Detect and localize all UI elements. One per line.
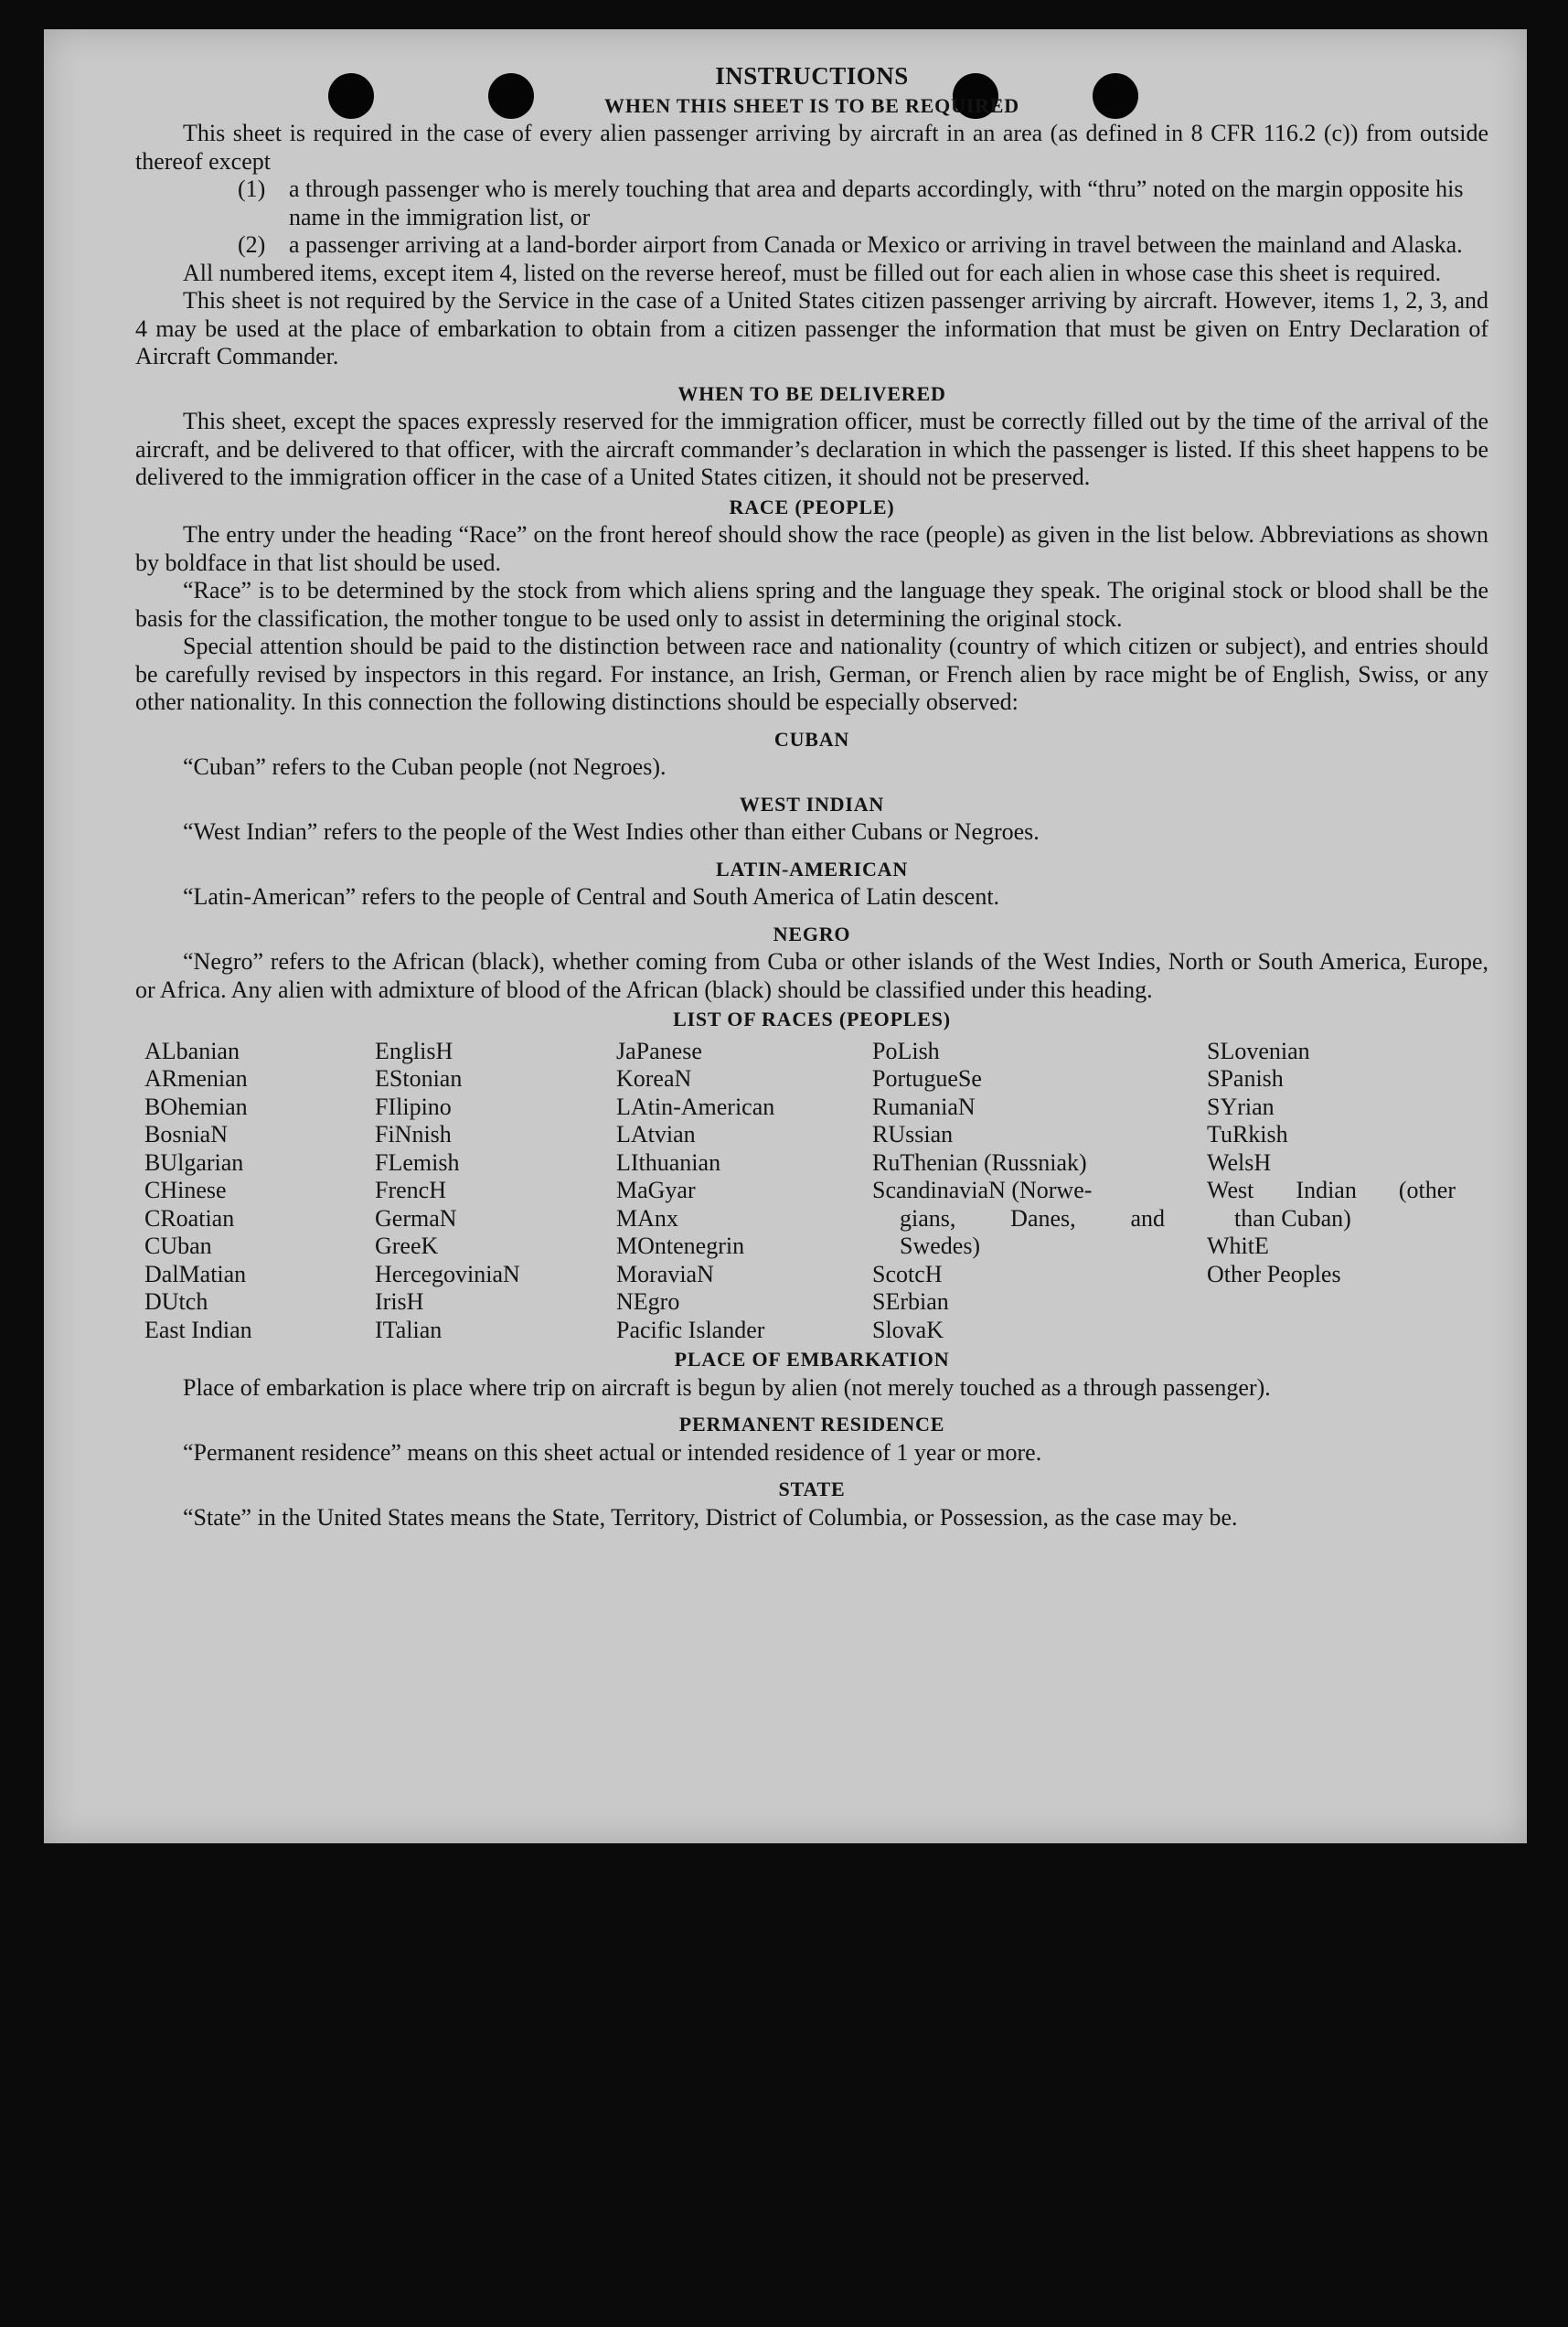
- list-item: NEgro: [616, 1288, 680, 1315]
- list-item: FIlipino: [375, 1093, 452, 1120]
- list-item: BOhemian: [144, 1093, 248, 1120]
- heading-race: RACE (PEOPLE): [729, 495, 895, 518]
- heading-when-required: WHEN THIS SHEET IS TO BE REQUIRED: [604, 93, 1019, 117]
- paragraph: “Latin-American” refers to the people of Central and South America of Latin descent.: [183, 883, 1000, 910]
- heading-list-of-races: LIST OF RACES (PEOPLES): [673, 1008, 951, 1030]
- list-item: JaPanese: [616, 1037, 702, 1064]
- list-item: LIthuanian: [616, 1148, 721, 1176]
- list-item: GermaN: [375, 1204, 457, 1232]
- list-item: DUtch: [144, 1288, 208, 1315]
- list-item: FrencH: [375, 1177, 446, 1203]
- list-item: MOntenegrin: [616, 1233, 745, 1259]
- paragraph: “Race” is to be determined by the stock from which aliens spring and the language they speak. The original stock or blood shall be the basis for the classification, the mother tongue to be used only to assist in determining the original stock.: [135, 577, 1488, 632]
- list-item: LAtin-American: [616, 1093, 775, 1120]
- list-item: ITalian: [375, 1316, 443, 1343]
- races-list: [144, 1038, 1488, 1345]
- paragraph: “Negro” refers to the African (black), whether coming from Cuba or other islands of the West Indies, North or South America, Europe, or Africa. Any alien with admixture of blood of the African (black) should be classified under this heading.: [135, 948, 1488, 1003]
- list-item: HercegoviniaN: [375, 1260, 520, 1287]
- list-item: WelsH: [1207, 1148, 1272, 1176]
- list-item: IrisH: [375, 1288, 424, 1315]
- races-column: [144, 1038, 375, 1345]
- page-title: INSTRUCTIONS: [715, 62, 909, 90]
- list-item: CUban: [144, 1233, 212, 1259]
- list-item-continuation: Swedes): [900, 1233, 981, 1259]
- list-item: Pacific Islander: [616, 1316, 765, 1343]
- list-item: RuThenian (Russniak): [872, 1148, 1087, 1176]
- list-item: ScotcH: [872, 1260, 943, 1287]
- list-item: SYrian: [1207, 1093, 1275, 1120]
- races-column: [616, 1038, 872, 1345]
- list-item: CHinese: [144, 1177, 227, 1203]
- heading-permanent-residence: PERMANENT RESIDENCE: [678, 1413, 945, 1436]
- instructions-text: [135, 29, 1488, 1532]
- list-item: GreeK: [375, 1233, 439, 1259]
- paragraph: This sheet, except the spaces expressly reserved for the immigration officer, must be correctly filled out by the time of the arrival of the aircraft, and be delivered to that officer, with the aircraft commander’s declaration in which the passenger is listed. If this sheet happens to be delivered to the immigration officer in the case of a United States citizen, it should not be preserved.: [135, 408, 1488, 490]
- list-item: FLemish: [375, 1148, 460, 1176]
- list-item: MAnx: [616, 1204, 678, 1232]
- list-item: MoraviaN: [616, 1260, 714, 1287]
- list-item: EnglisH: [375, 1037, 453, 1064]
- heading-negro: NEGRO: [773, 922, 851, 945]
- races-column: [1207, 1038, 1463, 1345]
- paragraph: Place of embarkation is place where trip on aircraft is begun by alien (not merely touched as a through passenger).: [183, 1373, 1271, 1401]
- list-item: KoreaN: [616, 1065, 692, 1092]
- heading-west-indian: WEST INDIAN: [739, 792, 885, 816]
- races-column: [375, 1038, 616, 1345]
- list-item-continuation: than Cuban): [1234, 1204, 1351, 1232]
- heading-latin-american: LATIN-AMERICAN: [715, 857, 909, 881]
- list-item: DalMatian: [144, 1260, 247, 1287]
- numbered-item: (2) a passenger arriving at a land-border airport from Canada or Mexico or arriving in travel between the mainland and Alaska.: [238, 231, 1463, 258]
- list-item: ALbanian: [144, 1037, 240, 1064]
- paragraph: All numbered items, except item 4, listed on the reverse hereof, must be filled out for each alien in whose case this sheet is required.: [183, 259, 1442, 286]
- paragraph: “Cuban” refers to the Cuban people (not Negroes).: [183, 753, 667, 780]
- heading-cuban: CUBAN: [773, 727, 850, 751]
- list-item: LAtvian: [616, 1121, 696, 1147]
- paragraph: This sheet is required in the case of every alien passenger arriving by aircraft in an area (as defined in 8 CFR 116.2 (c)) from outside thereof except: [135, 120, 1488, 175]
- list-item: West Indian (other: [1207, 1177, 1456, 1203]
- list-item: FiNnish: [375, 1121, 452, 1147]
- paragraph: “State” in the United States means the State, Territory, District of Columbia, or Possession, as the case may be.: [183, 1503, 1238, 1531]
- paragraph: Special attention should be paid to the distinction between race and nationality (country of which citizen or subject), and entries should be carefully revised by inspectors in this regard. For instance, an Irish, German, or French alien by race might be of English, Swiss, or any other nationality. In this connection the following distinctions should be especially observed:: [135, 633, 1488, 715]
- list-item: SLovenian: [1207, 1037, 1310, 1064]
- list-item: PortugueSe: [872, 1065, 982, 1092]
- list-item: Other Peoples: [1207, 1260, 1341, 1287]
- numbered-item: (1) a through passenger who is merely touching that area and departs accordingly, with “thru” noted on the margin opposite his name in the immigration list, or: [238, 176, 1464, 230]
- list-item: RUssian: [872, 1121, 954, 1147]
- races-column: [872, 1038, 1207, 1345]
- paragraph: The entry under the heading “Race” on the front hereof should show the race (people) as given in the list below. Abbreviations as shown by boldface in that list should be used.: [135, 521, 1488, 576]
- list-item: WhitE: [1207, 1233, 1269, 1259]
- list-item-continuation: gians, Danes, and: [900, 1204, 1165, 1232]
- paragraph: “West Indian” refers to the people of the West Indies other than either Cubans or Negroes.: [183, 818, 1040, 845]
- list-item: SlovaK: [872, 1316, 944, 1343]
- document-sheet: [44, 29, 1527, 1843]
- list-item: EStonian: [375, 1065, 463, 1092]
- list-item: ARmenian: [144, 1065, 248, 1092]
- list-item: ScandinaviaN (Norwe-: [872, 1177, 1093, 1203]
- heading-state: STATE: [778, 1478, 846, 1500]
- list-item: MaGyar: [616, 1177, 696, 1203]
- list-item: BosniaN: [144, 1121, 228, 1147]
- heading-place-of-embarkation: PLACE OF EMBARKATION: [674, 1348, 950, 1371]
- heading-when-delivered: WHEN TO BE DELIVERED: [677, 381, 946, 405]
- list-item: East Indian: [144, 1316, 252, 1343]
- list-item: PoLish: [872, 1037, 940, 1064]
- list-item: SPanish: [1207, 1065, 1284, 1092]
- list-item: RumaniaN: [872, 1093, 976, 1120]
- list-item: CRoatian: [144, 1204, 235, 1232]
- list-item: SErbian: [872, 1288, 949, 1315]
- paragraph: “Permanent residence” means on this sheet actual or intended residence of 1 year or more.: [183, 1438, 1042, 1466]
- list-item: TuRkish: [1207, 1121, 1288, 1147]
- paragraph: This sheet is not required by the Service in the case of a United States citizen passenger arriving by aircraft. However, items 1, 2, 3, and 4 may be used at the place of embarkation to obtain from a citizen passenger the information that must be given on Entry Declaration of Aircraft Commander.: [135, 287, 1488, 369]
- list-item: BUlgarian: [144, 1148, 244, 1176]
